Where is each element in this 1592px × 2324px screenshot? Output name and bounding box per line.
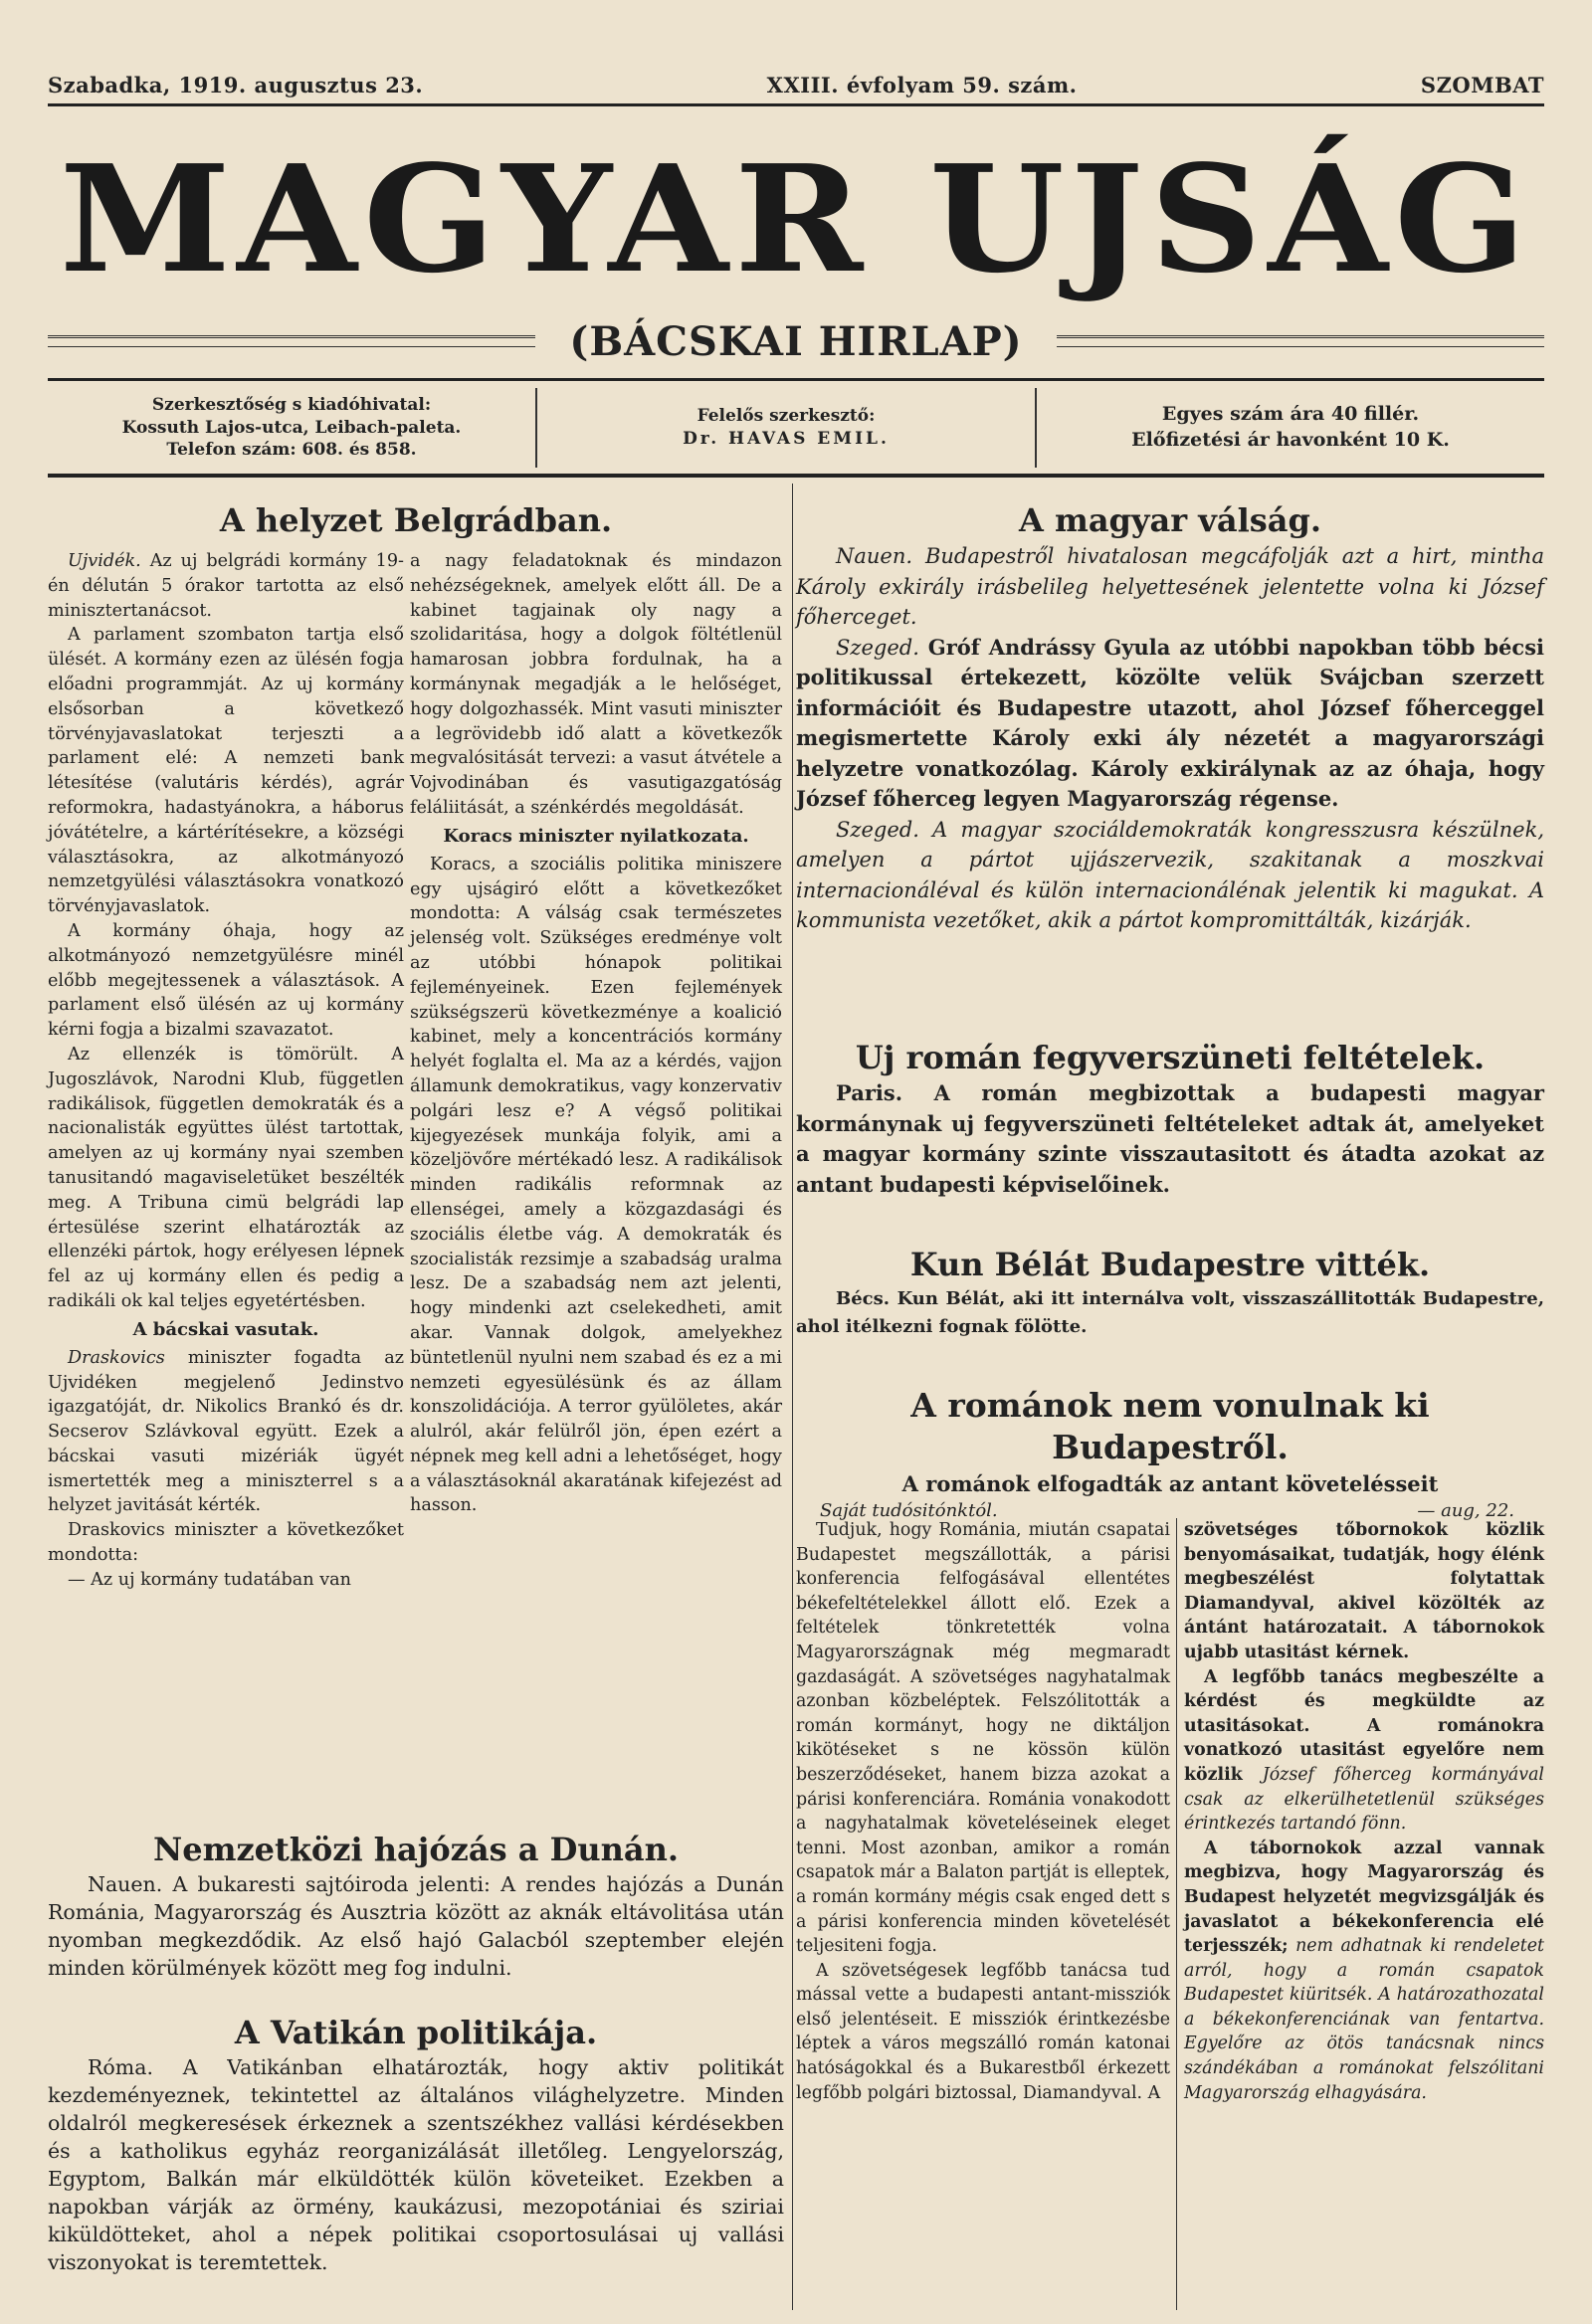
helyzet-c2-p2: Koracs, a szociális politika miniszere egy ujságiró előtt a következőket mondotta: A válság csak természetes jelenség volt. Szükséges eredménye volt az utóbbi hónapok politikai fejleményeinek. Ezen fejlemények szükségszerü következménye a koalició kabinet, mely a koncentrációs kormány helyét foglalta el. Ma az a kérdés, vajjon államunk demokratikus, vagy konzervativ polgári lesz e? A végső politikai kijegyezések munkája folyik, ami a közeljövőre mértékadó lesz. A radikálisok minden radikális reformnak az ellenségei, amely a közgazdasági és szociális életbe vág. A demokraták és szocialisták rezsimje a szabadság uralma lesz. De a szabadság nem azt jelenti, hogy mindenki azt cselekedheti, amit akar. Vannak dolgok, amelyekhez büntetlenül nyulni nem szabad és ez a mi nemzeti egyesülésünk és az állam konszolidációja. A terror gyülöletes, akár alulról, akár felülről jön, épen ezért a népnek meg kell adni a lehetőséget, hogy a választásoknál akaratának kifejezést ad hasson. [410,854,782,1516]
single-price: Egyes szám ára 40 fillér. [1161,403,1420,426]
helyzet-column-1 [48,549,404,1593]
masthead-title: MAGYAR UJSÁG [59,132,1533,305]
fegyverszunet-title: Uj román fegyverszüneti feltételek. [855,1039,1486,1076]
issue-volume: XXIII. évfolyam 59. szám. [766,73,1078,97]
issue-day: SZOMBAT [1420,73,1544,97]
office-label: Szerkesztőség s kiadóhivatal: [151,394,432,415]
top-rule [48,103,1544,106]
helyzet-place: Ujvidék. [68,551,141,571]
helyzet-title: A helyzet Belgrádban. [219,501,613,539]
fegyverszunet-article [796,1037,1544,1200]
helyzet-p3: A kormány óhaja, hogy az alkotmányozó nemzetgyülésre minél előbb megejtessenek a választások. A parlament első ülésén az uj kormány kérni fogja a bizalmi szavazatot. [48,920,404,1041]
vatikan-title: A Vatikán politikája. [234,2014,598,2051]
office-box [48,388,535,468]
romanok-source: Saját tudósitónktól. [820,1500,998,1521]
helyzet-p1: Az uj belgrádi kormány 19-én délután 5 órakor tartotta az első minisztertanácsot. [48,551,404,621]
editor-label: Felelős szerkesztő: [696,406,876,427]
romanok-subtitle: A románok elfogadták az antant követelésseit [901,1471,1439,1496]
romanok-c2-p2b: József főherceg kormányával csak az elkerülhetetlenül szükséges érintkezés tartandó fönn. [1184,1764,1544,1835]
editor-box [535,388,1037,468]
subtitle-row [48,316,1544,366]
dateline-bar [48,64,1544,97]
valsag-p1: Nauen. Budapestről hivatalosan megcáfolják azt a hirt, mintha Károly exkirály irásbelileg helyettesének jelentette volna ki József főherceget. [796,544,1544,629]
valsag-p2: Gróf Andrássy Gyula az utóbbi napokban több bécsi politikussal értekezett, közölte velük Svájcban szerzett információit és Budapestre utazott, ahol József főherceggel megismertette Károly exki ály nézetét a magyarországi helyzetre vonatkozólag. Károly exkirálynak az az óhaja, hogy József főherceg legyen Magyarország régense. [796,634,1544,811]
hajozas-body: Nauen. A bukaresti sajtóiroda jelenti: A rendes hajózás a Dunán Románia, Magyarország és Ausztria között az aknák eltávolitása után nyomban megkezdődik. Az első hajó Galacból szeptember elején minden körülmények között meg fog indulni. [48,1872,784,1980]
helyzet-p5: miniszter fogadta az Ujvidéken megjelenő Jedinstvo igazgatóját, dr. Nikolics Brankó és dr. Secserov Szlávkoval együtt. Ezek a bácskai vasuti mizériák ügyét ismertették meg a miniszterrel s a helyzet javitását kérték. [48,1347,404,1516]
romanok-c2-p3a: A tábornokok azzal vannak megbizva, hogy Magyarország és Budapest helyzetét megvizsgálják és javaslatot a békekonferencia elé terjesszék; [1184,1838,1544,1957]
wavy-rule-left [48,335,535,347]
issue-date: Szabadka, 1919. augusztus 23. [48,73,424,97]
helyzet-p4: Az ellenzék is tömörült. A Jugoszlávok, Narodni Klub, független radikálisok, független demokraták és a nacionalisták együttes ülést tartottak, amelyen az uj kormány nyai szemben tanusitandó magaviseletüket beszélték meg. A Tribuna cimü belgrádi lap értesülése szerint elhatározták az ellenzéki pártok, hogy erélyesen lépnek fel az uj kormány ellen és pedig a radikáli ok kal teljes egyetértésben. [48,1044,404,1311]
valsag-p3: Szeged. A magyar szociáldemokraták kongresszusra készülnek, amelyen a pártot ujjászervezik, szakitanak a moszkvai internacionáléval és külön internacionálénak jelentik ki magukat. A kommunista vezetőket, akik a pártot kompromittálták, kizárják. [796,817,1544,932]
helyzet-heading-wrap [48,499,784,541]
office-phone: Telefon szám: 608. és 858. [166,440,417,461]
romanok-column-rule [1176,1518,1177,2310]
draskovics-name: Draskovics [68,1347,165,1368]
publication-info [48,388,1544,468]
romanok-c1-p1: Tudjuk, hogy Románia, miután csapatai Budapestet megszállották, a párisi konferencia felfogásával ellentétes békefeltételekkel állott elő. Ezek a feltételek tönkretették volna Magyarországnak még megmaradt gazdaságát. A szövetséges nagyhatalmak azonban közbeléptek. Felszólitották a román kormányt, hogy ne diktáljon kikötéseket s ne kössön külön beszerződéseket, hanem bizza azokat a párisi konferenciára. Románia vonakodott a nagyhatalmak követeléseinek eleget tenni. Most azonban, amikor a román csapatok már a Balaton partját is elleptek, a román kormány mégis csak enged dett s a párisi konferencia minden követelését teljesiteni fogja. [796,1520,1170,1957]
price-box [1037,388,1544,468]
vatikan-body: Róma. A Vatikánban elhatározták, hogy aktiv politikát kezdeményeznek, tekintettel az általános világhelyzetre. Minden oldalról megkeresések érkeznek a szentszékhez vallási kérdésekben és a katholikus egyház reorganizálását illetőleg. Lengyelország, Egyptom, Balkán már elküldötték külön követeiket. Ezekben a napokban várják az örmény, kaukázusi, mezopotániai és sziriai kiküldötteket, ahol a népek politikai csoportosulásai uj vallási viszonyokat is teremtettek. [48,2055,784,2274]
romanok-c2-p3b: nem adhatnak ki rendeletet arról, hogy a román csapatok Budapestet kiüritsék. A határozathozatal a békekonferenciának van fentartva. Egyelőre az ötös tanácsnak nincs szándékában a románokat felszólitani Magyarország elhagyására. [1184,1936,1544,2103]
helyzet-p2: A parlament szombaton tartja első ülését. A kormány ezen az ülésén fogja előadni programmját. Az uj kormány elsősorban a következő törvényjavaslatokat terjeszti a parlament elé: A nemzeti bank létesítése (valutáris kérdés), agrár reformokra, hadastyánokra, a háborus jóvátételre, a kártérítésekre, a községi választásokra, az alkotmányozó nemzetgyülési választásokra vonatkozó törvényjavaslatok. [48,625,404,917]
masthead-subtitle: (BÁCSKAI HIRLAP) [569,317,1023,365]
center-column-rule [792,484,793,2310]
editor-name: Dr. HAVAS EMIL. [683,429,890,449]
vatikan-article [48,2012,784,2276]
kun-article [796,1244,1544,1341]
koracs-subtitle: Koracs miniszter nyilatkozata. [443,825,749,847]
kun-body: Bécs. Kun Bélát, aki itt internálva volt, visszaszállitották Budapestre, ahol itélkezni fognak fölötte. [796,1288,1544,1337]
helyzet-column-2 [410,549,782,1518]
subscription-price: Előfizetési ár havonként 10 K. [1131,429,1450,451]
helyzet-p7: — Az uj kormány tudatában van [68,1569,351,1590]
kun-title: Kun Bélát Budapestre vitték. [909,1246,1431,1283]
hajozas-title: Nemzetközi hajózás a Dunán. [152,1831,680,1868]
info-bottom-rule [48,474,1544,478]
fegyverszunet-body: Paris. A román megbizottak a budapesti magyar kormánynak uj fegyverszüneti feltételeket adtak át, amelyeket a magyar kormány szinte visszautasitott és átadta azokat az antant budapesti képviselőinek. [796,1080,1544,1197]
romanok-c1-p2: A szövetségesek legfőbb tanácsa tud mással vette a budapesti antant-missziók első jelentéseit. E missziók érintkezésbe léptek a város megszálló román katonai hatóságokkal és a Bukarestből érkezett legfőbb polgári biztossal, Diamandyval. A [796,1960,1170,2103]
valsag-title: A magyar válság. [1018,501,1321,539]
romanok-title: A románok nem vonulnak ki Budapestről. [910,1386,1430,1466]
romanok-c2-p1: szövetséges tőbornokok közlik benyomásaikat, tudatják, hogy élénk megbeszélést folytattak Diamandyval, akivel közölték az ántánt határozatait. A tábornokok ujabb utasitást kérnek. [1184,1520,1544,1662]
info-top-rule [48,378,1544,381]
wavy-rule-right [1057,335,1544,347]
vasutak-subtitle: A bácskai vasutak. [132,1318,319,1340]
romanok-dateline: — aug, 22. [1417,1500,1514,1521]
romanok-column-1 [796,1518,1170,2105]
helyzet-p6: Draskovics miniszter a következőket mondotta: [48,1520,404,1566]
valsag-p2-place: Szeged. [836,635,919,660]
romanok-c2-p2a: A legfőbb tanács megbeszélte a kérdést és megküldte az utasitásokat. A románokra vonatkozó utasitást egyelőre nem közlik [1184,1666,1544,1785]
office-address: Kossuth Lajos-utca, Leibach-paleta. [121,417,462,438]
romanok-heading [796,1385,1544,1521]
hajozas-article [48,1829,784,1982]
romanok-column-2 [1184,1518,1544,2105]
helyzet-c2-p1: a nagy feladatoknak és mindazon nehézségeknek, amelyek előtt áll. De a kabinet tagjainak oly nagy a szolidaritása, hogy a dolgok föltétlenül hamarosan jobbra fordulnak, ha a kormánynak megadják a le helőséget, hogy dolgozhassék. Mint vasuti miniszter a legrövidebb idő alatt a következők megvalósitását tervezi: a vasut átvétele a Vojvodinában és vasutigazgatóság feláliitását, a szénkérdés megoldását. [410,551,782,818]
valsag-article [796,499,1544,936]
